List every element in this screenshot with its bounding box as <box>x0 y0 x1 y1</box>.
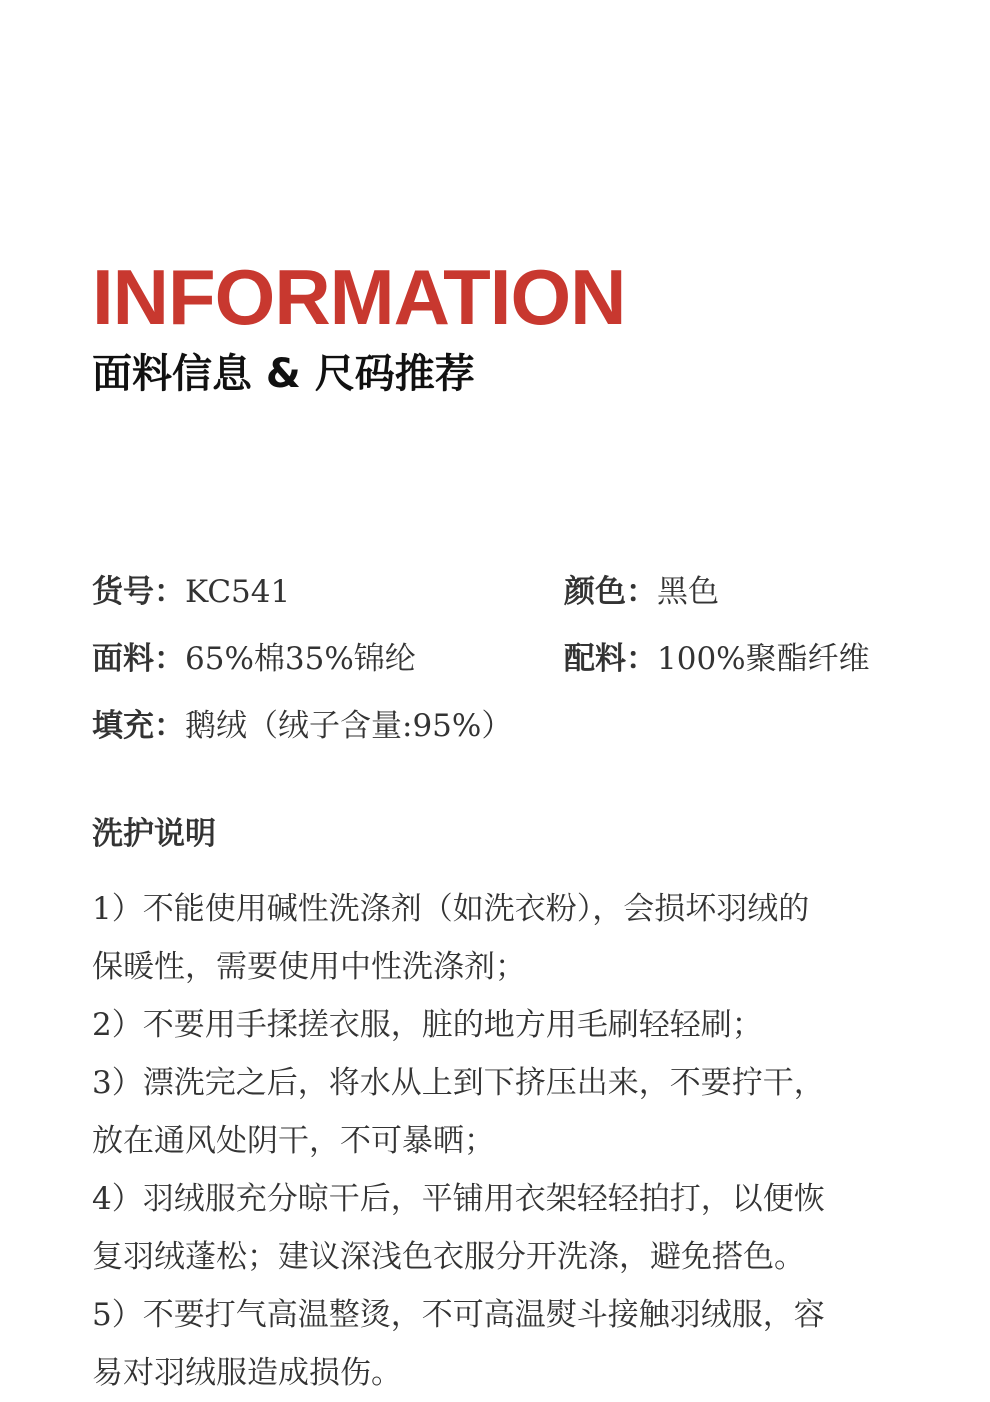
spec-color-value: 黑色 <box>657 574 719 610</box>
spec-filling-label: 填充： <box>92 708 185 744</box>
page-subtitle: 面料信息 & 尺码推荐 <box>92 351 475 397</box>
spec-color-label: 颜色： <box>564 574 657 610</box>
care-instructions-list <box>92 880 892 1402</box>
spec-item-no-label: 货号： <box>92 574 185 610</box>
care-line: 2）不要用手揉搓衣服，脏的地方用毛刷轻轻刷； <box>92 1007 763 1043</box>
spec-filling-value: 鹅绒（绒子含量:95%） <box>185 708 513 744</box>
spec-filling <box>92 708 512 745</box>
spec-fabric-label: 面料： <box>92 641 185 677</box>
care-line: 易对羽绒服造成损伤。 <box>92 1355 402 1391</box>
care-line: 放在通风处阴干，不可暴晒； <box>92 1123 495 1159</box>
spec-fabric <box>92 641 416 678</box>
spec-fabric-value: 65%棉35%锦纶 <box>185 641 416 677</box>
page-title: INFORMATION <box>92 253 626 341</box>
spec-item-no-value: KC541 <box>185 574 291 610</box>
care-instructions-title: 洗护说明 <box>92 816 216 852</box>
care-line: 3）漂洗完之后，将水从上到下挤压出来，不要拧干， <box>92 1065 825 1101</box>
spec-item-no <box>92 574 290 611</box>
spec-trim-value: 100%聚酯纤维 <box>657 641 870 677</box>
care-line: 1）不能使用碱性洗涤剂（如洗衣粉），会损坏羽绒的 <box>92 891 810 927</box>
spec-trim <box>564 641 870 678</box>
care-line: 5）不要打气高温整烫，不可高温熨斗接触羽绒服，容 <box>92 1297 825 1333</box>
spec-color <box>564 574 719 611</box>
care-line: 复羽绒蓬松；建议深浅色衣服分开洗涤，避免搭色。 <box>92 1239 805 1275</box>
care-line: 4）羽绒服充分晾干后，平铺用衣架轻轻拍打，以便恢 <box>92 1181 825 1217</box>
spec-trim-label: 配料： <box>564 641 657 677</box>
care-line: 保暖性，需要使用中性洗涤剂； <box>92 949 526 985</box>
